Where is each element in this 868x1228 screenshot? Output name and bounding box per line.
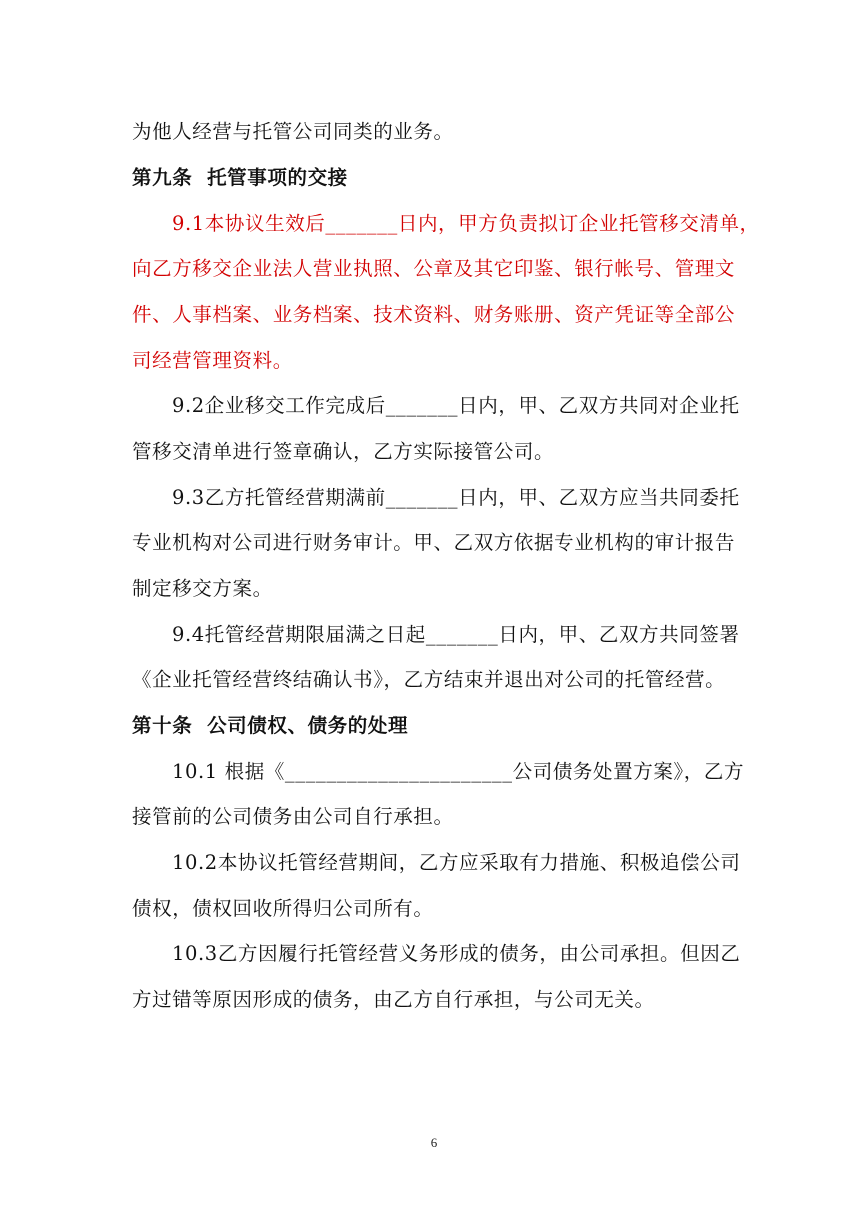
page-number: 6 [430, 1135, 438, 1150]
clause-10-1-cont: 接管前的公司债务由公司自行承担。 [132, 805, 454, 828]
clause-9-3-cont: 制定移交方案。 [132, 577, 273, 600]
clause-10-2-cont: 债权，债权回收所得归公司所有。 [132, 897, 434, 920]
clause-9-4-cont: 《企业托管经营终结确认书》，乙方结束并退出对公司的托管经营。 [132, 668, 726, 691]
clause-9-3: 9.3乙方托管经营期满前_______日内，甲、乙双方应当共同委托 [172, 486, 740, 509]
clause-9-2: 9.2企业移交工作完成后_______日内，甲、乙双方共同对企业托 [172, 394, 740, 417]
text-line: 为他人经营与托管公司同类的业务。 [132, 120, 454, 143]
clause-9-1-cont: 件、人事档案、业务档案、技术资料、财务账册、资产凭证等全部公 [132, 303, 736, 326]
clause-9-1-cont: 司经营管理资料。 [132, 349, 293, 372]
clause-10-3: 10.3乙方因履行托管经营义务形成的债务，由公司承担。但因乙 [172, 942, 741, 965]
clause-9-1: 9.1本协议生效后_______日内，甲方负责拟订企业托管移交清单， [172, 212, 760, 235]
clause-9-3-cont: 专业机构对公司进行财务审计。甲、乙双方依据专业机构的审计报告 [132, 531, 736, 554]
clause-9-2-cont: 管移交清单进行签章确认，乙方实际接管公司。 [132, 440, 555, 463]
section-heading-9: 第九条 托管事项的交接 [132, 166, 348, 189]
clause-10-2: 10.2本协议托管经营期间，乙方应采取有力措施、积极追偿公司 [172, 851, 741, 874]
clause-9-1-cont: 向乙方移交企业法人营业执照、公章及其它印鉴、银行帐号、管理文 [132, 257, 736, 280]
clause-9-4: 9.4托管经营期限届满之日起_______日内，甲、乙双方共同签署 [172, 623, 740, 646]
clause-10-1: 10.1 根据《______________________公司债务处置方案》，乙方 [172, 760, 745, 783]
clause-10-3-cont: 方过错等原因形成的债务，由乙方自行承担，与公司无关。 [132, 988, 655, 1011]
section-heading-10: 第十条 公司债权、债务的处理 [132, 714, 409, 737]
